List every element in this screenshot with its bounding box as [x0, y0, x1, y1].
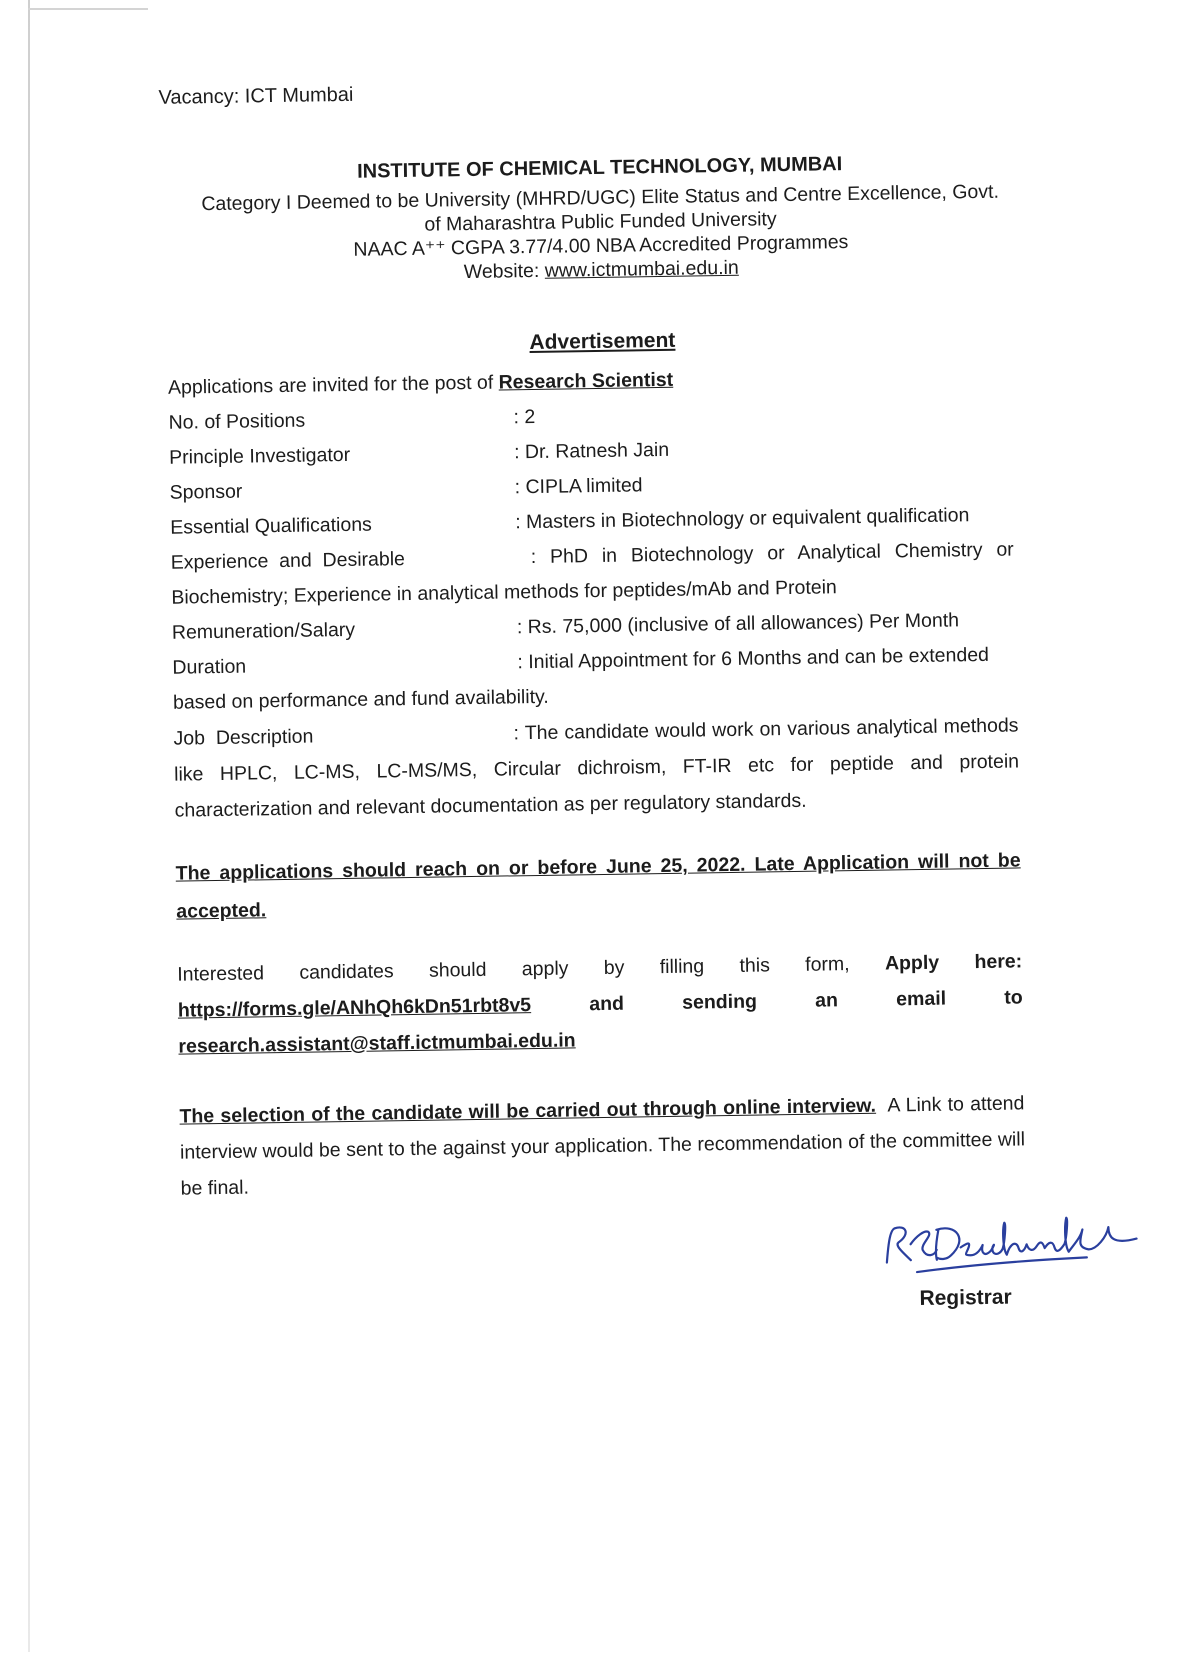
- salary-row: [171, 608, 1067, 644]
- pi-row: [168, 433, 1064, 469]
- institute-title: INSTITUTE OF CHEMICAL TECHNOLOGY, MUMBAI: [356, 153, 843, 183]
- positions-value: : 2: [513, 405, 536, 429]
- positions-row: [168, 398, 1063, 434]
- registrar-signature: [876, 1196, 1147, 1290]
- sponsor-label: Sponsor: [169, 480, 243, 504]
- duration-label: Duration: [172, 655, 247, 679]
- deadline-notice: The applications should reach on or before June 25, 2022. Late Application will not be accepted.: [175, 849, 1021, 923]
- intro-line: [168, 363, 1063, 400]
- header-line-1: Category I Deemed to be University (MHRD/UGC) Elite Status and Centre Excellence, Govt.: [201, 180, 1000, 216]
- qualifications-row: [170, 503, 1065, 539]
- website-link[interactable]: www.ictmumbai.edu.in: [544, 256, 739, 282]
- experience-value: : PhD in Biotechnology or Analytical Chemistry or: [530, 538, 1014, 569]
- header-line-3: NAAC A⁺⁺ CGPA 3.77/4.00 NBA Accredited Programmes: [353, 231, 849, 261]
- experience-row: [170, 538, 1066, 574]
- pi-value: : Dr. Ratnesh Jain: [513, 438, 670, 464]
- experience-continuation: Biochemistry; Experience in analytical methods for peptides/mAb and Protein: [171, 576, 837, 609]
- header-line-2: of Maharashtra Public Funded University: [424, 208, 777, 236]
- advertisement-title: Advertisement: [529, 328, 676, 355]
- qualifications-label: Essential Qualifications: [170, 513, 373, 539]
- website-label: Website:: [463, 259, 545, 284]
- job-value: : The candidate would work on various analytical methods like HPLC, LC-MS, LC-MS/MS, Circular dichroism, FT-IR etc for peptide and protein characterization and relevant documentation as per regulatory standards.: [173, 714, 1020, 822]
- sponsor-row: [169, 468, 1065, 504]
- salary-value: : Rs. 75,000 (inclusive of all allowances) Per Month: [516, 609, 960, 639]
- job-label: Job Description: [173, 725, 314, 750]
- selection-bold: The selection of the candidate will be carried out through online interview.: [179, 1094, 877, 1128]
- qualifications-value: : Masters in Biotechnology or equivalent qualification: [515, 504, 970, 534]
- vacancy-heading: Vacancy: ICT Mumbai: [158, 83, 354, 109]
- duration-continuation: based on performance and fund availability.: [172, 685, 549, 714]
- positions-label: No. of Positions: [168, 409, 306, 434]
- signature-stroke: [886, 1217, 1137, 1273]
- email-link[interactable]: research.assistant@staff.ictmumbai.edu.in: [178, 1029, 576, 1058]
- selection-rest: A Link to attend interview would be sent to the against your application. The recommendation of the committee will be final.: [179, 1092, 1031, 1200]
- post-name: Research Scientist: [498, 368, 674, 394]
- duration-row: [172, 643, 1067, 679]
- experience-label: Experience and Desirable: [170, 548, 406, 574]
- job-description: [173, 707, 1020, 828]
- apply-here-label: Apply here:: [884, 950, 1023, 975]
- sponsor-value: : CIPLA limited: [514, 474, 643, 499]
- apply-middle: and sending an email to: [530, 986, 1023, 1017]
- institute-header: [150, 149, 1052, 289]
- duration-value: : Initial Appointment for 6 Months and can be extended: [517, 643, 990, 674]
- apply-instructions: [177, 943, 1024, 1064]
- selection-notice: [179, 1085, 1031, 1206]
- pi-label: Principle Investigator: [168, 443, 351, 469]
- intro-text: Applications are invited for the post of: [167, 371, 499, 399]
- salary-label: Remuneration/Salary: [171, 618, 356, 644]
- apply-intro: Interested candidates should apply by filling this form,: [177, 952, 886, 986]
- registrar-label: Registrar: [919, 1285, 1012, 1311]
- form-link[interactable]: https://forms.gle/ANhQh6kDn51rbt8v5: [177, 994, 532, 1022]
